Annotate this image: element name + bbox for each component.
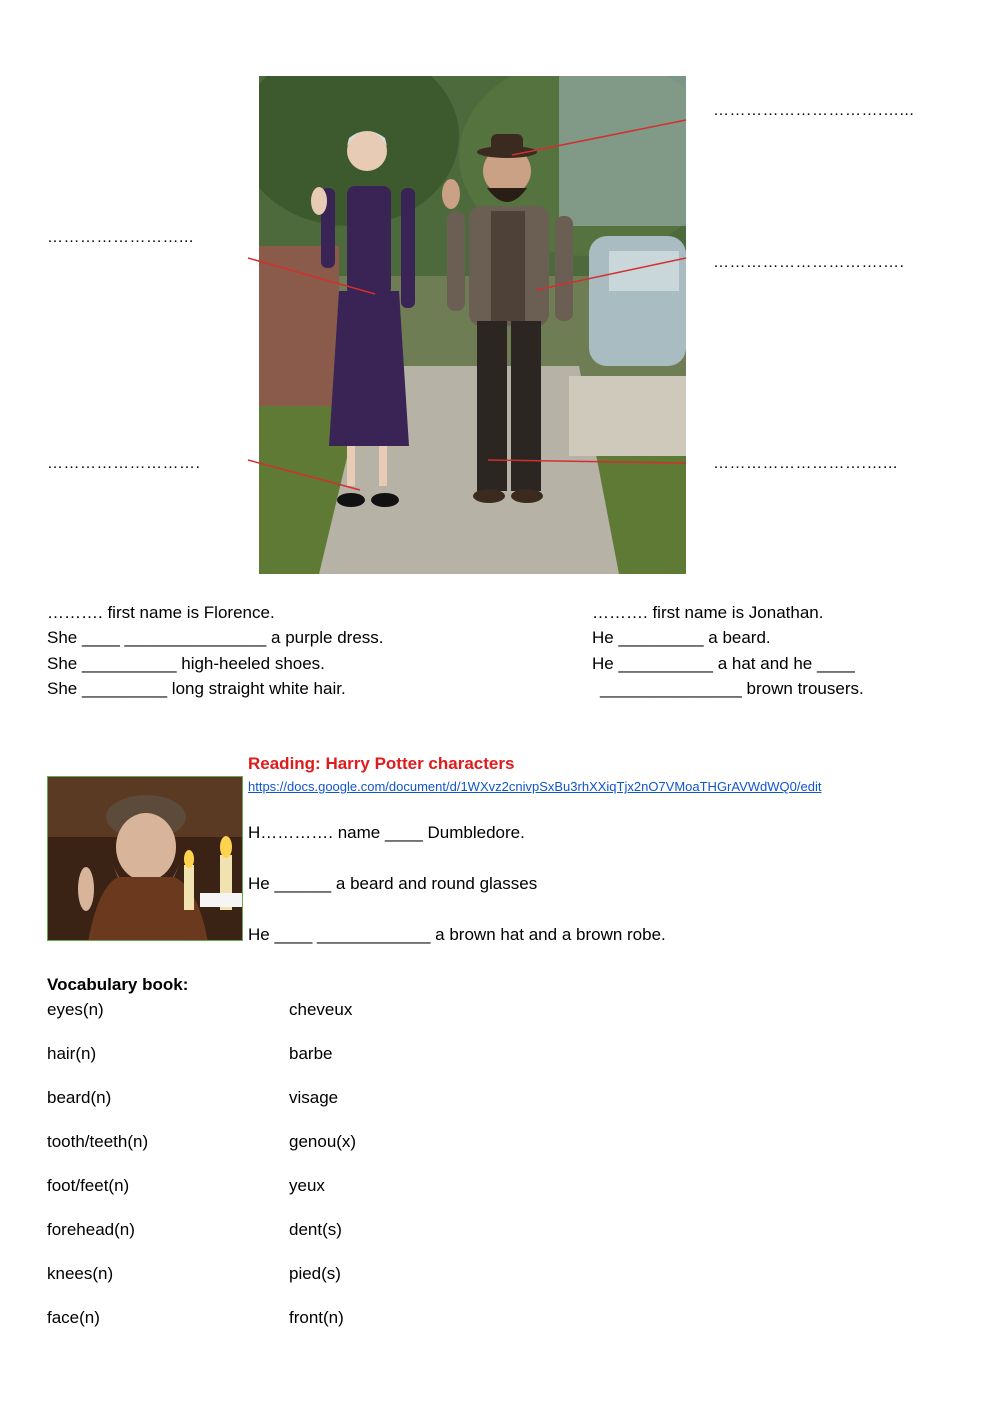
pointer-lines <box>0 0 1000 600</box>
vocab-english-6: knees(n) <box>47 1264 114 1283</box>
label-mid-left[interactable]: ……………………... <box>47 229 194 246</box>
reading-question-1: H…………. name ____ Dumbledore. <box>248 823 525 842</box>
florence-line-2: She ____ _______________ a purple dress. <box>47 628 384 647</box>
jonathan-line-4: _______________ brown trousers. <box>600 679 864 698</box>
label-top-right[interactable]: ………………………….…... <box>713 102 915 119</box>
vocab-english-4: foot/feet(n) <box>47 1176 130 1195</box>
reading-link[interactable]: https://docs.google.com/document/d/1WXvz2cnivpSxBu3rhXXiqTjx2nO7VMoaTHGrAVWdWQ0/edit <box>248 779 822 794</box>
label-bottom-left[interactable]: ………………………. <box>47 455 201 472</box>
vocabulary-title: Vocabulary book: <box>47 975 189 994</box>
vocab-french-5: dent(s) <box>289 1220 342 1239</box>
vocab-french-4: yeux <box>289 1176 325 1195</box>
florence-line-4: She _________ long straight white hair. <box>47 679 346 698</box>
jonathan-line-3: He __________ a hat and he ____ <box>592 654 855 673</box>
vocab-french-6: pied(s) <box>289 1264 341 1283</box>
florence-line-1: ………. first name is Florence. <box>47 603 275 622</box>
vocab-english-0: eyes(n) <box>47 1000 104 1019</box>
jonathan-line-1: ………. first name is Jonathan. <box>592 603 824 622</box>
vocab-english-5: forehead(n) <box>47 1220 135 1239</box>
vocab-french-3: genou(x) <box>289 1132 357 1151</box>
label-mid-right[interactable]: ………………………….…. <box>713 254 905 271</box>
vocab-french-0: cheveux <box>289 1000 353 1019</box>
jonathan-line-2: He _________ a beard. <box>592 628 771 647</box>
vocab-english-2: beard(n) <box>47 1088 112 1107</box>
vocab-french-7: front(n) <box>289 1308 344 1327</box>
reading-title: Reading: Harry Potter characters <box>248 754 515 773</box>
label-bottom-right[interactable]: ……………………….…... <box>713 455 898 472</box>
florence-line-3: She __________ high-heeled shoes. <box>47 654 325 673</box>
vocab-english-7: face(n) <box>47 1308 100 1327</box>
vocab-french-1: barbe <box>289 1044 333 1063</box>
reading-question-2: He ______ a beard and round glasses <box>248 874 538 893</box>
reading-question-3: He ____ ____________ a brown hat and a brown robe. <box>248 925 666 944</box>
vocab-french-2: visage <box>289 1088 339 1107</box>
dumbledore-photo <box>47 776 243 941</box>
vocab-english-1: hair(n) <box>47 1044 97 1063</box>
vocab-english-3: tooth/teeth(n) <box>47 1132 149 1151</box>
dumbledore-illustration <box>48 777 243 941</box>
